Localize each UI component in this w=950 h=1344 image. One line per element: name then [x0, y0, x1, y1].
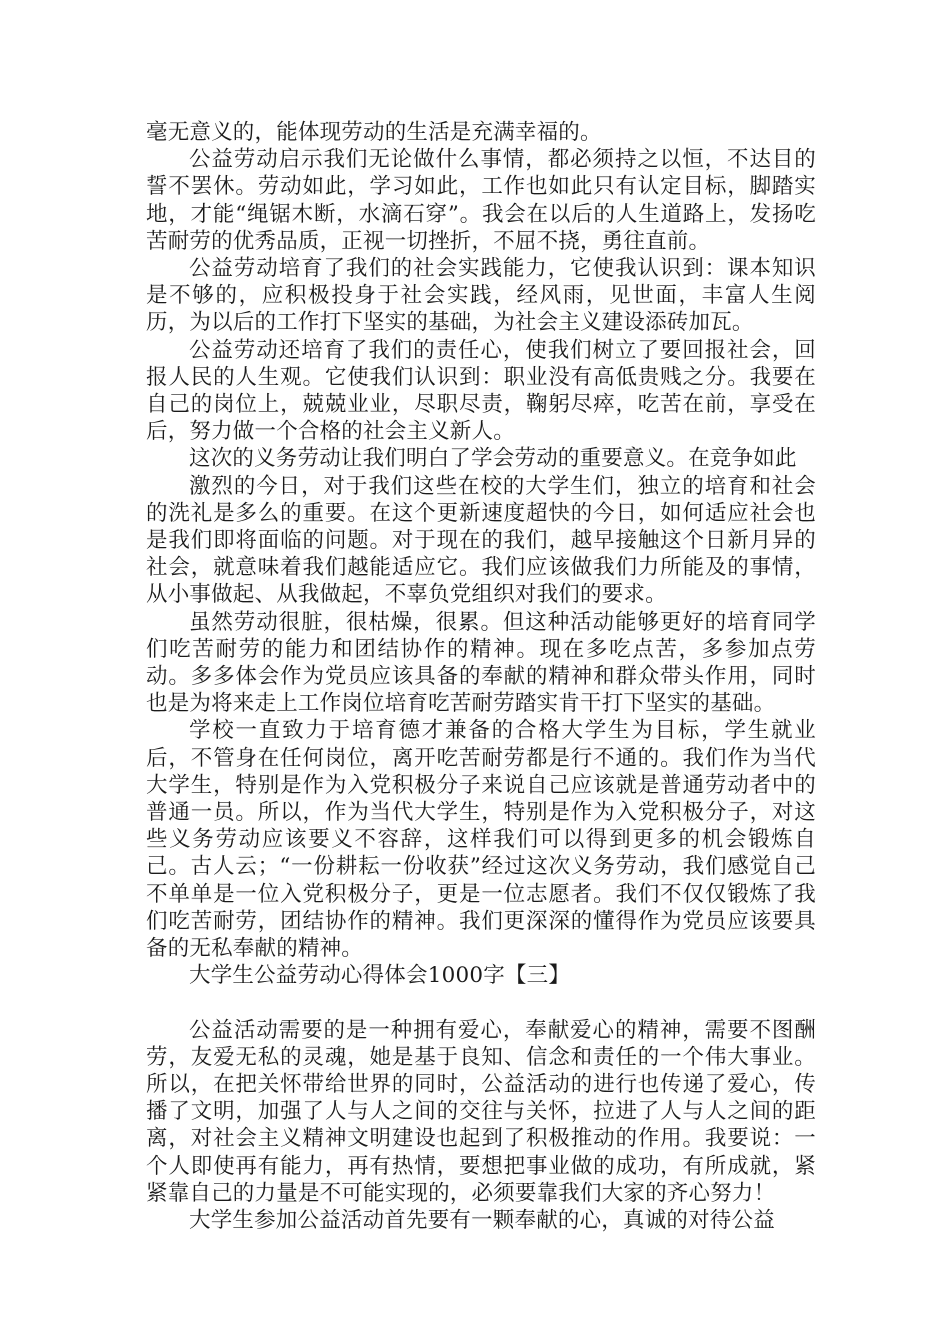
- paragraph: 公益劳动启示我们无论做什么事情，都必须持之以恒，不达目的誓不罢休。劳动如此，学习如此，工作也如此只有认定目标，脚踏实地，才能“绳锯木断，水滴石穿”。我会在以后的人生道路上，发扬吃苦耐劳的优秀品质，正视一切挫折，不屈不挠，勇往直前。: [146, 147, 816, 254]
- blank-line: [146, 990, 816, 1017]
- paragraph: 大学生参加公益活动首先要有一颗奉献的心，真诚的对待公益: [189, 1207, 775, 1233]
- paragraph: 公益劳动还培育了我们的责任心，使我们树立了要回报社会，回报人民的人生观。它使我们认识到：职业没有高低贵贱之分。我要在自己的岗位上，兢兢业业，尽职尽责，鞠躬尽瘁，吃苦在前，享受在后，努力做一个合格的社会主义新人。: [146, 337, 816, 445]
- paragraph: 虽然劳动很脏，很枯燥，很累。但这种活动能够更好的培育同学们吃苦耐劳的能力和团结协作的精神。现在多吃点苦，多参加点劳动。多多体会作为党员应该具备的奉献的精神和群众带头作用，同时也是为将来走上工作岗位培育吃苦耐劳踏实肯干打下坚实的基础。: [146, 609, 816, 717]
- section-heading: 大学生公益劳动心得体会1000字【三】: [189, 963, 571, 989]
- paragraph: 学校一直致力于培育德才兼备的合格大学生为目标，学生就业后，不管身在任何岗位，离开吃苦耐劳都是行不通的。我们作为当代大学生，特别是作为入党积极分子来说自己应该就是普通劳动者中的普通一员。所以，作为当代大学生，特别是作为入党积极分子，对这些义务劳动应该要义不容辞，这样我们可以得到更多的机会锻炼自己。古人云；“一份耕耘一份收获”经过这次义务劳动，我们感觉自己不单单是一位入党积极分子，更是一位志愿者。我们不仅仅锻炼了我们吃苦耐劳，团结协作的精神。我们更深深的懂得作为党员应该要具备的无私奉献的精神。: [146, 718, 816, 962]
- paragraph: 公益活动需要的是一种拥有爱心，奉献爱心的精神，需要不图酬劳，友爱无私的灵魂，她是基于良知、信念和责任的一个伟大事业。所以，在把关怀带给世界的同时，公益活动的进行也传递了爱心，传播了文明，加强了人与人之间的交往与关怀，拉进了人与人之间的距离，对社会主义精神文明建设也起到了积极推动的作用。我要说：一个人即使再有能力，再有热情，要想把事业做的成功，有所成就，紧紧靠自己的力量是不可能实现的，必须要靠我们大家的齐心努力！: [146, 1017, 816, 1206]
- paragraph: 激烈的今日，对于我们这些在校的大学生们，独立的培育和社会的洗礼是多么的重要。在这个更新速度超快的今日，如何适应社会也是我们即将面临的问题。对于现在的我们，越早接触这个日新月异的社会，就意味着我们越能适应它。我们应该做我们力所能及的事情，从小事做起、从我做起，不辜负党组织对我们的要求。: [146, 473, 816, 608]
- paragraph: 毫无意义的，能体现劳动的生活是充满幸福的。: [146, 120, 602, 145]
- paragraph: 这次的义务劳动让我们明白了学会劳动的重要意义。在竞争如此: [189, 446, 797, 472]
- paragraph: 公益劳动培育了我们的社会实践能力，它使我认识到：课本知识是不够的，应积极投身于社会实践，经风雨，见世面，丰富人生阅历，为以后的工作打下坚实的基础，为社会主义建设添砖加瓦。: [146, 256, 816, 336]
- document-body: [146, 119, 816, 1234]
